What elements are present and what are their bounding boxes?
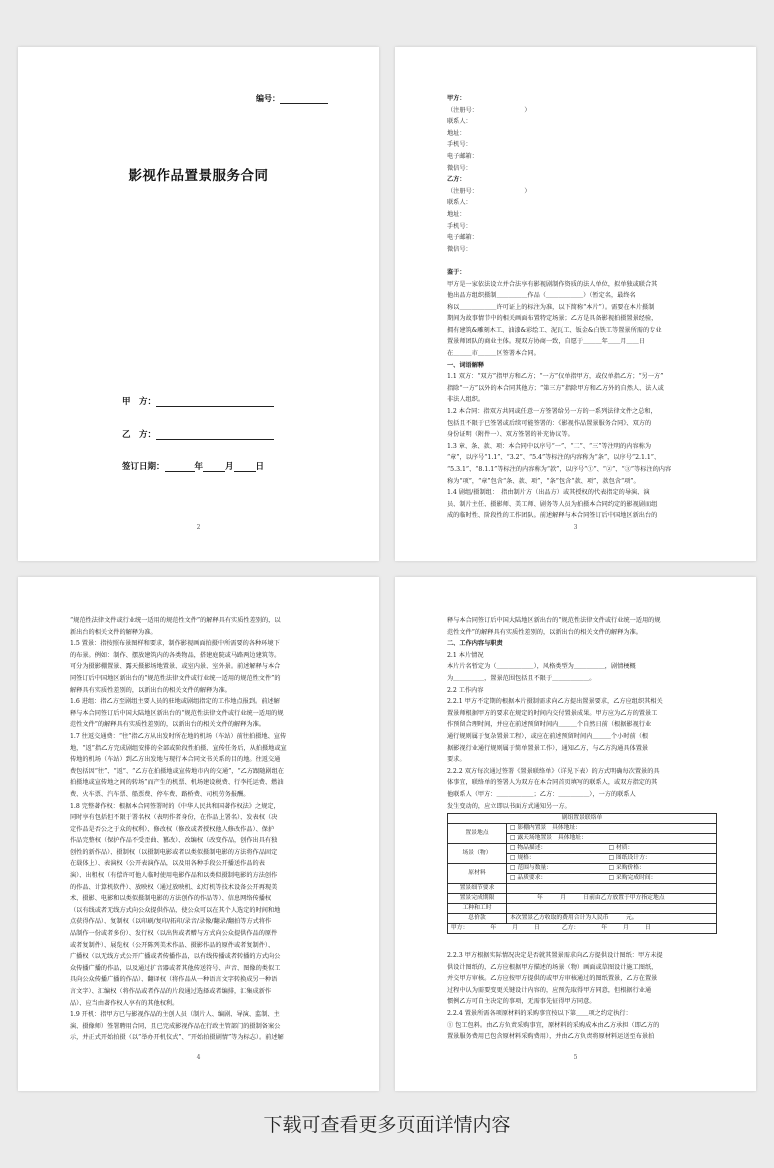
text-line: 称为“项”，“章”包含“条、款、项”，“条”包含“款、项”，款包含“项”。 (447, 477, 640, 485)
text-line: “规范性法律文件或行业统一适用的规范性文件”的解释具有实质性差别的，以 (70, 617, 281, 624)
text-line: 为＿＿＿＿＿，置景范围包括且不限于＿＿＿＿＿＿。 (447, 674, 596, 682)
text-line: 作品完整权（保护作品不受歪曲、篡改）、改编权（改变作品，创作出具有独 (70, 837, 278, 845)
scene-design: □ 图纸设计方： (606, 854, 717, 864)
page-work-content (395, 577, 756, 1091)
raw-quality: □ 品质要求： (507, 874, 606, 884)
done-label: 置景完成期限 (448, 894, 507, 904)
text-line: 2.2.1 甲方不定期的根据本片摄制需求向乙方提出置景要求，乙方应组织其相关 (447, 698, 663, 706)
page-number: 2 (196, 524, 201, 531)
scene-material: □ 材质： (606, 844, 717, 854)
party-a-line: 甲 方： (122, 395, 274, 407)
section-heading: 乙方： (447, 176, 466, 184)
page-number: 3 (573, 524, 578, 531)
text-line: （注册号： ） (447, 106, 531, 114)
text-line: 1.8 完整著作权：根据本合同签署时的《中华人民共和国著作权法》之规定， (70, 802, 280, 810)
text-line: 非法人组织。 (447, 396, 485, 404)
total-text: 本次置景乙方收取的费用合计为人民币 元。 (507, 914, 717, 924)
text-line: 员、制片主任、摄影师、美工师、剧务等人员为拍摄本合同约定的影视剧而组 (447, 500, 658, 508)
detail-value (507, 884, 717, 894)
text-line: 或者复制件）、展览权（公开陈列美术作品、摄影作品的原件或者复制件）、 (70, 941, 275, 949)
text-line: 置景师根据甲方的要求在规定的时间内交付置景成果。甲方应为乙方的置景工 (447, 709, 658, 717)
text-line: 传地的机场（车站）到乙方出发地与现行本合同文书关系的目的地。往返交通 (70, 756, 281, 764)
text-line: 的布景。例如：制作、摆放建筑内的各类物品，搭建庭院或马路两边建筑等。 (70, 651, 281, 659)
page-number: 4 (196, 1054, 201, 1061)
text-line: 1.2 本合同：指双方共同或任意一方签署给另一方的一系列法律文件之总和， (447, 408, 657, 416)
text-line: 1.9 开机：指甲方已与影视作品的主创人员（制片人、编剧、导演、监制、主 (70, 1011, 280, 1019)
text-line: “章”，以序号“1.1”、“3.2”、“5.4”等标注的内容称为“条”，以序号“2.1.1”、 (447, 454, 661, 462)
section-heading: 一、词语解释 (447, 361, 485, 369)
section-heading: 甲方： (447, 95, 466, 102)
text-line: 发生变动的，应立即以书面方式通知另一方。 (447, 802, 571, 810)
total-label: 总价款 (448, 914, 507, 924)
text-line: 同时享有包括但不限于署名权（表明作者身份，在作品上署名）、发表权（决 (70, 814, 278, 822)
text-line: 术、摄影、电影和以类似摄制电影的方法创作的作品等）、信息网络传播权 (70, 895, 272, 903)
text-line: 2.2.2 双方每次通过签署《置景联络单》（详见下表）的方式明确每次置景的具 (447, 767, 660, 775)
text-line: 释与本合同签订后中国大陆地区新出台的“规范性法律文件或行业统一适用的规 (447, 617, 661, 624)
text-line: 地址： (447, 129, 466, 137)
page-body-text (447, 615, 729, 812)
sign-date-line: 签订日期： 年 月 日 (122, 462, 265, 472)
text-line: 称以＿＿＿＿＿＿许可证上的标注为准，以下简称“本片”）。需要在本片摄制 (447, 303, 655, 311)
text-line: 并交甲方审核。乙方应按甲方提供的或甲方审核通过的图纸置景，乙方在置景 (447, 975, 658, 983)
text-line: 2.2 工作内容 (447, 686, 484, 694)
text-line: 联系人： (447, 199, 472, 207)
text-line: 范性文件”的解释具有实质性差别的，以新出台的相关文件的解释为准。 (70, 721, 265, 729)
text-line: 手机号： (447, 222, 472, 230)
text-line: 演、摄像师）签署聘用合同，且已完成影视作品在行政主管部门的摄制备案公 (70, 1022, 281, 1030)
scene-liaison-table (447, 813, 717, 934)
page-body-text (70, 615, 352, 1044)
text-line: 成的临时性、阶段性的工作团队。前述解释与本合同签订后中国地区新出台的 (447, 512, 658, 520)
text-line: 1.4 剧组/摄制组： 指由制片方（出品方）或其授权的代表指定的导演、演 (447, 489, 650, 497)
text-line: 联系人： (447, 118, 472, 126)
text-line: 言文字）、汇编权（将作品或者作品的片段通过选择或者编排，汇集成新作 (70, 988, 272, 995)
text-line: 通行规则属于复杂置景工程），或应在前述预留时间内＿＿＿个小时前（根 (447, 732, 649, 740)
text-line: 2.2.3 甲方根据实际情况决定是否就其置景需求向乙方提供设计图纸：甲方未提 (447, 952, 663, 959)
text-line: 期间为故事情节中的相关画面布置特定场景；乙方是具备影视拍摄置景经验， (447, 315, 658, 323)
section-heading: 鉴于： (447, 268, 466, 276)
work-label: 工种和工时 (448, 904, 507, 914)
page-cover (18, 47, 379, 561)
scene-label: 场景（物） (448, 844, 507, 864)
text-line: 1.7 往返交通费：“往”指乙方从出发时所在地的机场（车站）前往拍摄地、宣传 (70, 732, 287, 740)
text-line: 本片片名暂定为（＿＿＿＿＿＿），风格类型为＿＿＿＿＿，剧情梗概 (447, 663, 636, 671)
text-line: 身份证明（附件一）、双方签署的补充协议等。 (447, 431, 574, 439)
page-definitions (18, 577, 379, 1091)
text-line: 手机号： (447, 141, 472, 149)
text-line: ① 包工包料。由乙方负责采购事宜，原材料的采购成本由乙方承担（即乙方的 (447, 1021, 660, 1029)
text-line: 同签订后中国地区新出台的“规范性法律文件或行业统一适用的规范性文件”的 (70, 674, 281, 682)
document-title: 影视作品置景服务合同 (128, 168, 269, 184)
page-body-text (447, 950, 729, 1043)
text-line: 1.6 进组：指乙方至剧组主要人员的驻地或剧组指定的工作地点报到。前述解 (70, 698, 280, 706)
text-line: 拍摄地或宣传地之间的转场”而产生的机票、机场建设税费、行李托运费、燃油 (70, 779, 284, 787)
text-line: 电子邮箱： (447, 234, 478, 242)
site-option-studio: □ 影棚内置景 具体地址： (507, 824, 717, 834)
text-line: 费、火车票、汽车票、船票费、停车费、路桥费、司机劳务报酬。 (70, 790, 250, 798)
text-line: 创性的新作品）、摄制权（以摄制电影或者以类似摄制电影的方法将作品固定 (70, 848, 278, 856)
text-line: 1.3 章、条、款、项：本合同中以序号“一”、“二”、“三”等注明的内容称为 (447, 442, 652, 450)
party-b-line: 乙 方： (122, 428, 274, 440)
text-line: 可分为摄影棚置景、露天摄影场地置景、或室内景、室外景。前述解释与本合 (70, 663, 281, 671)
text-line: 供设计图纸的，乙方应根据甲方描述的场景（物）画面或草图设计施工图纸， (447, 963, 658, 971)
text-line: 据影视行业通行规则属于简单置景工作），通知乙方，与乙方沟通具体置景 (447, 744, 649, 752)
text-line: 2.2.4 置景所需各项原材料的采购事宜按以下第＿＿项之约定执行： (447, 1009, 632, 1017)
text-line: 品）、应当由著作权人享有的其他权利。 (70, 999, 179, 1007)
raw-time: □ 采购完成时间： (606, 874, 717, 884)
text-line: 地，“返”指乙方完成剧组安排的全部或阶段性拍摄、宣传任务后，从拍摄地或宣 (70, 744, 287, 752)
page-number: 5 (573, 1054, 578, 1061)
table-title: 剧组置景联络单 (448, 814, 717, 824)
table-signatures: 甲方： 年 月 日 乙方： 年 月 日 (448, 924, 717, 934)
text-line: 微信号： (447, 164, 472, 172)
done-text: 年 月 日前由乙方放置于甲方指定地点 (507, 894, 717, 904)
text-line: “5.3.1”、“8.1.1”等标注的内容称为“款”，以序号“①”、“②”、“③”等标注的内容 (447, 466, 672, 473)
text-line: 2.1 本片情况 (447, 651, 484, 659)
work-value (507, 904, 717, 914)
section-heading: 二、工作内容与职责 (447, 640, 503, 648)
text-line: 体事宜，联络单的签署人为双方在本合同首页填写的联系人，或双方指定的其 (447, 779, 658, 787)
text-line: 电子邮箱： (447, 152, 478, 160)
raw-buy: □ 采购价格： (606, 864, 717, 874)
text-line: （以有线或者无线方式向公众提供作品，使公众可以在其个人选定的时间和地 (70, 906, 281, 914)
text-line: 置景师团队的商业主体。现双方协商一致，自愿于＿＿＿年＿＿月＿＿日 (447, 338, 645, 346)
text-line: 示，并正式开始拍摄（以“举办开机仪式”、“开始拍摄剧情”等为标志）。前述解 (70, 1034, 284, 1042)
text-line: 1.5 置景：指按照布景图样和要求，制作影视画面拍摄中所需要的各种环境下 (70, 640, 280, 648)
text-line: 作预留合理时间，并应在前述预留时间内＿＿＿个自然日前（根据影视行业 (447, 721, 652, 729)
page-parties (395, 47, 756, 561)
site-label: 置景地点 (448, 824, 507, 844)
page-body-text (447, 93, 729, 522)
text-line: 要求。 (447, 756, 466, 764)
text-line: 费包括因“往”、“返”、“乙方在拍摄地或宣传地市内的交通”，“乙方跟随剧组在 (70, 767, 284, 775)
text-line: 点获得作品）、复制权（以印刷/复印/拓印/录音/录像/翻录/翻拍等方式将作 (70, 918, 272, 926)
text-line: 解释具有实质性差别的，以新出台的相关文件的解释为准。 (70, 686, 231, 694)
text-line: 新出台的相关文件的解释为准。 (70, 628, 157, 636)
text-line: 在载体上）、表演权（公开表演作品，以及用各种手段公开播送作品的表 (70, 860, 265, 868)
text-line: 具向公众传播广播的作品）、翻译权（将作品从一种语言文字转换成另一种语 (70, 976, 278, 984)
text-line: 广播权（以无线方式公开广播或者传播作品，以有线传播或者转播的方式向公 (70, 953, 281, 961)
text-line: 甲方是一家依法设立并合法享有影视剧制作资质的法人单位，拟单独或联合其 (447, 280, 658, 288)
text-line: 1.1 双方：“双方”指甲方和乙方；“一方”仅单指甲方，或仅单指乙方；“另一方” (447, 373, 664, 381)
download-more-caption: 下载可查看更多页面详情内容 (263, 1114, 511, 1136)
text-line: 释与本合同签订后中国大陆地区新出台的“规范性法律文件或行业统一适用的规 (70, 709, 284, 717)
text-line: 指除“一方”以外的本合同其他方；“第三方”指除甲方和乙方外的自然人、法人或 (447, 384, 664, 392)
text-line (447, 255, 729, 267)
text-line: 包括且不限于已签署或后续可能签署的：《影视作品置景服务合同》、双方的 (447, 419, 652, 427)
text-line: 惯例乙方可自主决定的事项，无需事先征得甲方同意。 (447, 998, 596, 1006)
text-line: 拥有建筑&雕刻木工、油漆&彩绘工、泥瓦工、钣金&白铁工等置景所需的专业 (447, 326, 662, 334)
text-line: 众传播广播的作品，以及通过扩音器或者其他传送符号、声音、图像的类似工 (70, 964, 281, 972)
text-line: 演）、出租权（有偿许可他人临时使用电影作品和以类似摄制电影的方法创作 (70, 872, 278, 880)
raw-label: 原材料 (448, 864, 507, 884)
text-line: （注册号： ） (447, 187, 531, 195)
text-line: 置景服务费用已包含原材料采购费用），并由乙方负责将原材料运送至布景拍 (447, 1033, 655, 1041)
text-line: 他联系人（甲方：＿＿＿＿＿＿；乙方：＿＿＿＿＿），一方的联系人 (447, 790, 636, 798)
contract-number: 编号： (256, 93, 328, 104)
text-line: 在＿＿＿市＿＿＿区签署本合同。 (447, 350, 540, 358)
text-line: 过程中认为需要变更关键设计内容的，应预先取得甲方同意，但根据行业通 (447, 986, 652, 994)
scene-spec: □ 规格： (507, 854, 606, 864)
text-line: 地址： (447, 210, 466, 218)
site-option-outdoor: □ 露天场地置景 具体地址： (507, 834, 717, 844)
text-line: 范性文件”的解释具有实质性差别的，以新出台的相关文件的解释为准。 (447, 628, 642, 636)
text-line: 品制作一份或者多份）、发行权（以出售或者赠与方式向公众提供作品的原件 (70, 930, 278, 938)
text-line: 的作品、计算机软件）、放映权（通过放映机、幻灯机等技术设备公开再现美 (70, 883, 278, 891)
text-line: 他出品方组织摄制＿＿＿＿＿作品（＿＿＿＿＿＿）（暂定名，最终名 (447, 292, 636, 300)
raw-range: □ 范围与数量： (507, 864, 606, 874)
text-line: 定作品是否公之于众的权利）、修改权（修改或者授权他人修改作品）、保护 (70, 825, 275, 833)
text-line: 微信号： (447, 245, 472, 253)
scene-desc: □ 物品描述： (507, 844, 606, 854)
detail-label: 置景细节要求 (448, 884, 507, 894)
